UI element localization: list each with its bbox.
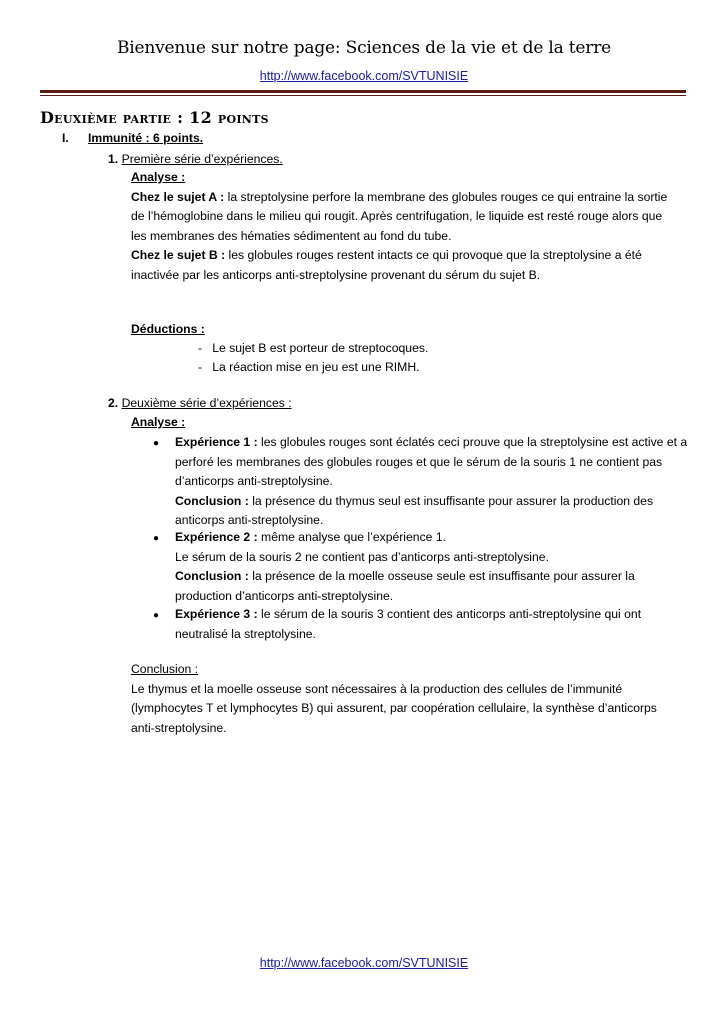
item2-analyse (131, 413, 185, 433)
item1-number: 1. (108, 152, 119, 166)
experience-2: Expérience 2 : même analyse que l’expérience 1. Le sérum de la souris 2 ne contient pas d’anticorps anti-streptolysine. Conclusion : la présence de la moelle osseuse seule est insuffisante pour assurer la production d’anticorps anti-streptolysine. (175, 530, 635, 603)
experience-1: Expérience 1 : les globules rouges sont éclatés ceci prouve que la streptolysine est active et a perforé les membranes des globules rouges et que le sérum de la souris 1 ne contient pas d’anticorps anti-streptolysine. Conclusion : la présence du thymus seul est insuffisante pour assurer la production des anticorps anti-streptolysine. (175, 435, 688, 528)
item2-heading (108, 394, 292, 414)
item2-number: 2. (108, 396, 119, 410)
analyse-label: Analyse : (131, 415, 186, 429)
item1-heading (108, 150, 283, 170)
item1-analysis (131, 168, 667, 286)
page-header-title: Bienvenue sur notre page: Sciences de la vie et de la terre (116, 38, 612, 58)
item2-title: Deuxième série d’expériences : (121, 396, 292, 410)
deductions-label: Déductions : (131, 322, 205, 336)
experience-3: Expérience 3 : le sérum de la souris 3 contient des anticorps anti-streptolysine qui ont neutralisé la streptolysine. (175, 607, 642, 641)
exp1-conclusion-label: Conclusion : (175, 493, 249, 508)
exp1-label: Expérience 1 : (175, 435, 258, 449)
header-rule-thick (40, 90, 686, 93)
subject-a-line: les membranes des hématies sédimentent au fond du tube. (131, 228, 452, 243)
subject-b-line: inactivée par les anticorps anti-streptolysine provenant du sérum du sujet B. (131, 267, 541, 282)
item1-title: Première série d’expériences. (121, 152, 283, 166)
subject-a-line: de l’hémoglobine dans le milieu qui rougit. Après centrifugation, le liquide est resté rouge alors que (131, 209, 663, 224)
subject-a-label: Chez le sujet A : (131, 189, 225, 204)
bullet-icon: ● (153, 610, 160, 621)
section-numeral: I. (62, 131, 69, 145)
exp2-label: Expérience 2 : (175, 530, 258, 544)
exp3-label: Expérience 3 : (175, 607, 258, 621)
bullet-icon: ● (153, 438, 160, 449)
header-rule-thin (40, 95, 686, 96)
header-facebook-link[interactable]: http://www.facebook.com/SVTUNISIE (259, 69, 469, 83)
final-conclusion: Conclusion : Le thymus et la moelle osseuse sont nécessaires à la production des cellules de l’immunité (lymphocytes T et lymphocytes B) qui assurent, par coopération cellulaire, la synthèse d’anticorps anti-streptolysine. (131, 662, 657, 735)
conclusion-label: Conclusion : (131, 662, 199, 676)
deductions-list (198, 339, 428, 376)
section-title: Immunité : 6 points. (88, 131, 204, 145)
subject-a-line: Chez le sujet A : la streptolysine perfore la membrane des globules rouges ce qui entraine la sortie (131, 189, 668, 204)
footer-facebook-link[interactable]: http://www.facebook.com/SVTUNISIE (259, 956, 469, 970)
analyse-label: Analyse : (131, 170, 186, 184)
deductions-heading (131, 320, 205, 340)
list-item: - La réaction mise en jeu est une RIMH. (198, 359, 420, 374)
subject-b-label: Chez le sujet B : (131, 248, 226, 263)
part-title: Deuxième partie : 12 points (40, 108, 269, 127)
subject-b-line: Chez le sujet B : les globules rouges restent intacts ce qui provoque que la streptolysine a été (131, 248, 642, 263)
bullet-icon: ● (153, 533, 160, 544)
exp2-conclusion-label: Conclusion : (175, 569, 249, 584)
list-item: - Le sujet B est porteur de streptocoques. (198, 341, 429, 355)
